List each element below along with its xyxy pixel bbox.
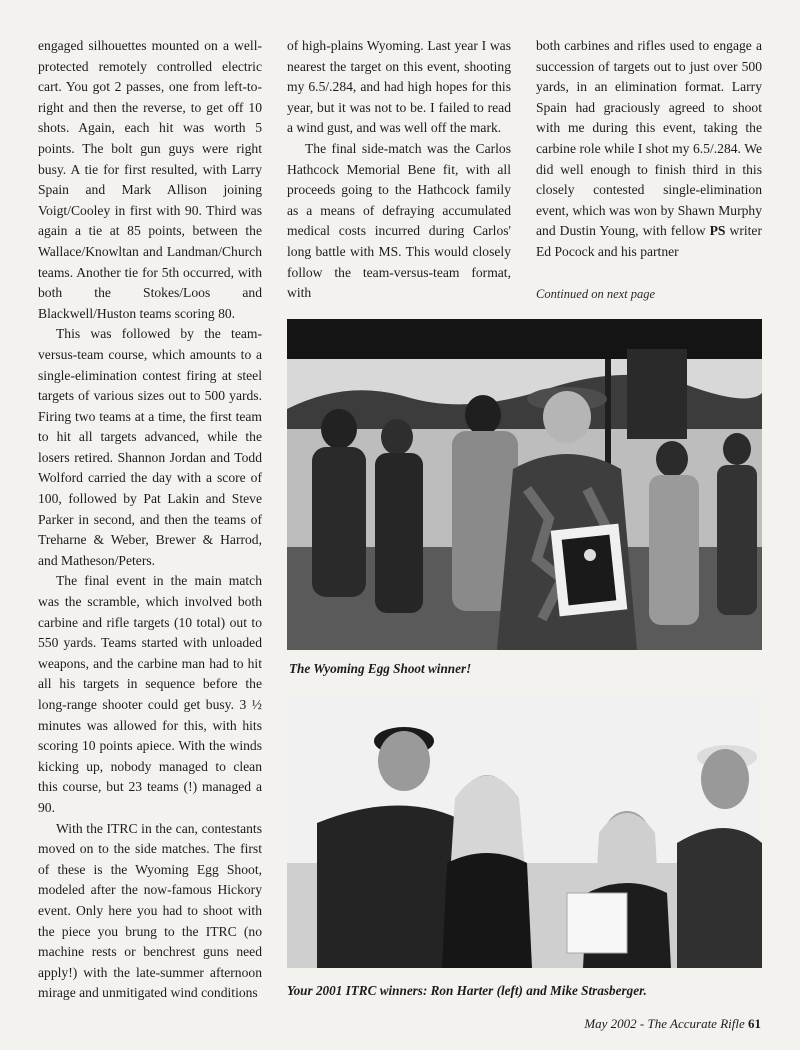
magazine-title: The Accurate Rifle [647, 1016, 745, 1031]
footer-separator: - [636, 1016, 648, 1031]
issue-date: May 2002 [584, 1016, 637, 1031]
page-footer [584, 1016, 761, 1032]
paragraph [536, 36, 762, 263]
paragraph: With the ITRC in the can, contestants moved on to the side matches. The first of these is the Wyoming Egg Shoot, modeled after the now-famous Hickory event. Only here you had to shoot with the piece you brung to the ITRC (no machine rests or benchrest guns need apply!) with the late-summer afternoon mirage and unmitigated wind conditions [38, 820, 262, 1001]
continued-note: Continued on next page [536, 287, 656, 301]
text-column-2 [287, 36, 511, 304]
paragraph: engaged silhouettes mounted on a well-protected remotely controlled electric cart. You got 2 passes, one from left-to-right and then the reverse, to get off 10 shots. Again, each hit was worth 5 points. The bolt gun guys were right busy. A tie for first resulted, with Larry Spain and Mark Allison joining Voigt/Cooley in first with 90. Third was again a tie at 85 points, between the Wallace/Knowltan and Landman/Church teams. Another tie for 5th occurred, with both the Stokes/Loos and Blackwell/Huston teams scoring 80. [38, 38, 262, 321]
egg-shoot-winner-photo [287, 319, 762, 650]
magazine-abbrev: PS [709, 223, 726, 239]
paragraph: The final event in the main match was the scramble, which involved both carbine and rifle targets (10 total) out to 550 yards. Teams started with unloaded weapons, and the carbine man had to hit all his targets in sequence before the long-range shooter could get busy. 3 ½ minutes was allowed for this, with hits scoring 10 points apiece. With the winds kicking up, nobody managed to clean this course, but 23 teams (!) managed a 90. [38, 573, 262, 815]
text-column-1 [38, 36, 262, 1004]
text-column-3 [536, 36, 762, 263]
photo-caption: Your 2001 ITRC winners: Ron Harter (left) and Mike Strasberger. [287, 983, 647, 998]
paragraph: The final side-match was the Carlos Hathcock Memorial Bene fit, with all proceeds going to the Hathcock family as a means of defraying accumulated medical costs incurred during Carlos' long battle with MS. This would closely follow the team-versus-team format, with [287, 140, 511, 301]
paragraph-text: both carbines and rifles used to engage a succession of targets out to just over 500 yards, in an elimination format. Larry Spain had graciously agreed to shoot with me during this event, taking the carbine role while I shot my 6.5/.284. We did well enough to finish third in this closely contested single-elimination event, which was won by Shawn Murphy and Dustin Young, with fellow [536, 38, 762, 239]
page-number: 61 [748, 1016, 761, 1031]
photo-caption: The Wyoming Egg Shoot winner! [289, 661, 472, 676]
itrc-winners-photo [287, 693, 762, 968]
paragraph-text: writer Ed Pocock and his partner [536, 223, 762, 259]
paragraph: This was followed by the team-versus-team course, which amounts to a single-elimination contest firing at steel targets of various sizes out to 500 yards. Firing two teams at a time, the first team to hit all targets advanced, while the losers retired. Shannon Jordan and Todd Wolford carried the day with a score of 100, followed by Pat Lakin and Steve Parker in second, and then the teams of Treharne & Weber, Brewer & Harrod, and Matheson/Peters. [38, 326, 262, 568]
paragraph: of high-plains Wyoming. Last year I was nearest the target on this event, shooting my 6.5/.284, and had high hopes for this year, but it was not to be. I failed to read a wind gust, and was well off the mark. [287, 38, 511, 136]
